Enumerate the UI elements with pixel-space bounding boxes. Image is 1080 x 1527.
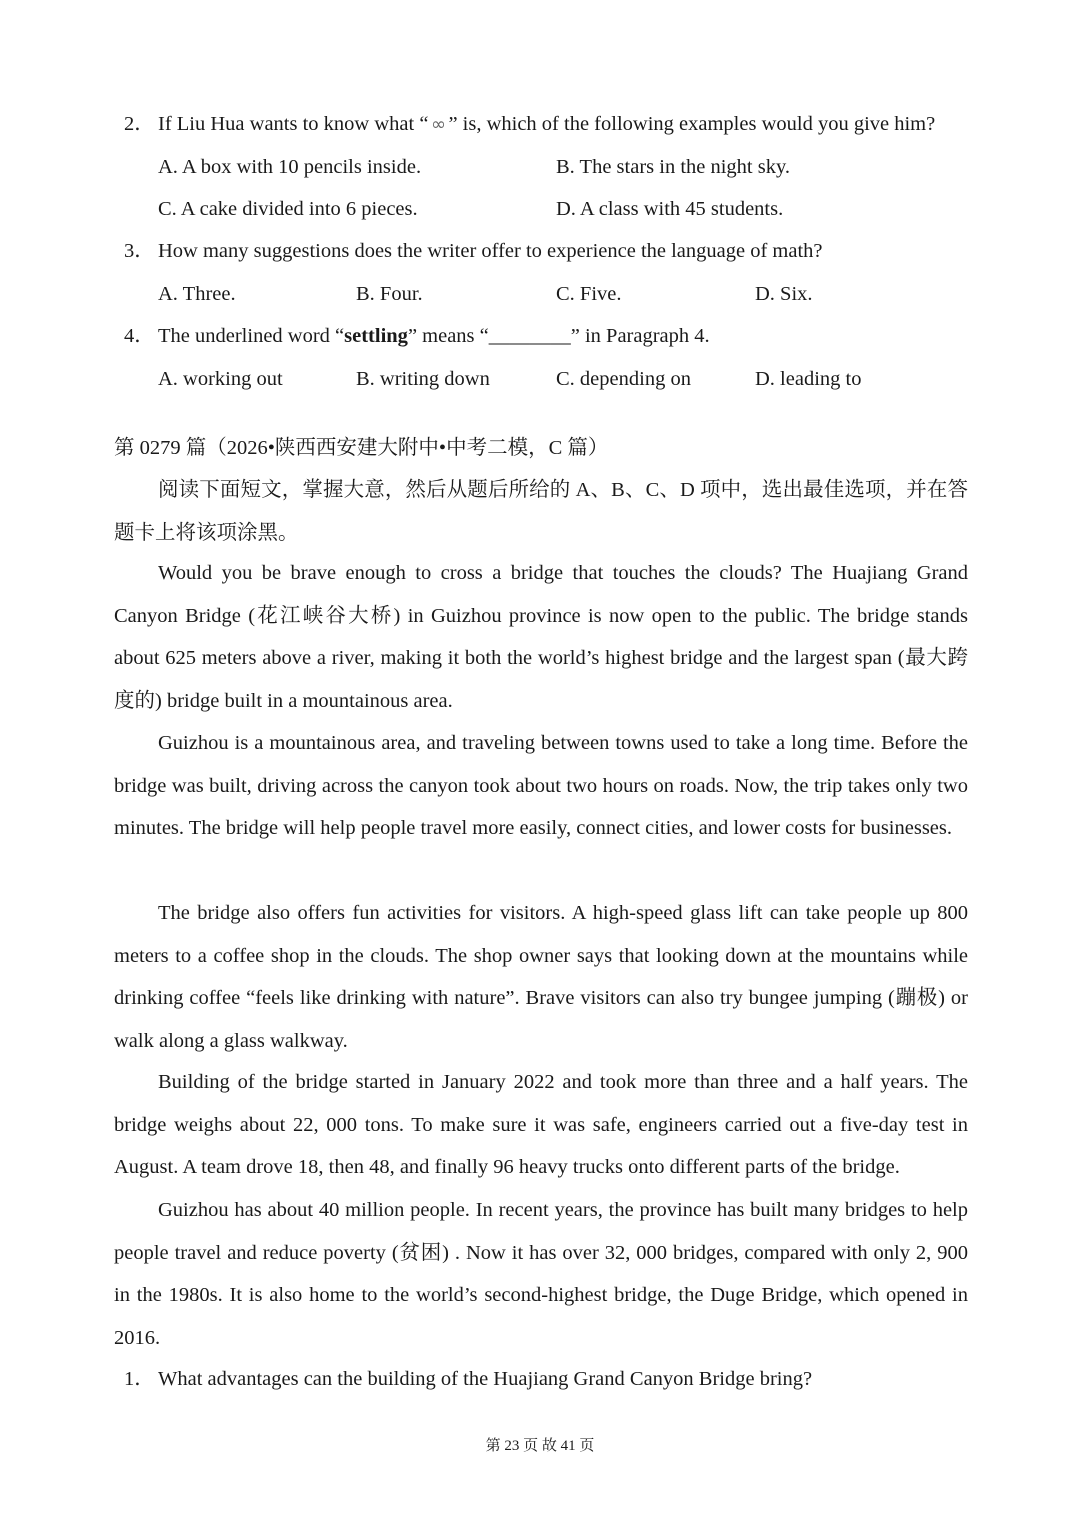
question-4	[124, 322, 710, 350]
option-a: A. Three.	[158, 283, 236, 305]
question-text: How many suggestions does the writer offer to experience the language of math?	[158, 240, 823, 262]
question-text-pre: If Liu Hua wants to know what “	[158, 113, 429, 135]
question-text-post: ” is, which of the following examples would you give him?	[448, 113, 936, 135]
question-number: 3．	[124, 240, 155, 262]
option-d: D. Six.	[755, 283, 813, 305]
question-1	[124, 1365, 812, 1393]
question-number: 4．	[124, 325, 155, 347]
passage-paragraph-5: Guizhou has about 40 million people. In recent years, the province has built many bridges to help people travel and reduce poverty (贫困) . Now it has over 32, 000 bridges, compared with only 2, 900 in the 1980s. It is also home to the world’s second-highest bridge, the Duge Bridge, which opened in 2016.	[114, 1199, 968, 1349]
question-number: 2．	[124, 113, 155, 135]
option-a: A. working out	[158, 368, 283, 390]
option-a: A. A box with 10 pencils inside.	[158, 156, 422, 178]
section-heading: 第 0279 篇（2026•陕西西安建大附中•中考二模，C 篇）	[114, 437, 609, 459]
page-footer: 第 23 页 故 41 页	[485, 1438, 595, 1454]
passage-paragraph-3: The bridge also offers fun activities for visitors. A high-speed glass lift can take people up 800 meters to a coffee shop in the clouds. The shop owner says that looking down at the mountains while drinking coffee “feels like drinking with nature”. Brave visitors can also try bungee jumping (蹦极) or walk along a glass walkway.	[114, 902, 968, 1052]
option-d: D. leading to	[755, 368, 862, 390]
question-text-pre: The underlined word “	[158, 325, 345, 347]
passage-paragraph-1: Would you be brave enough to cross a bridge that touches the clouds? The Huajiang Grand Canyon Bridge (花江峡谷大桥) in Guizhou province is now open to the public. The bridge stands about 625 meters above a river, making it both the world’s highest bridge and the largest span (最大跨度的) bridge built in a mountainous area.	[114, 562, 968, 712]
question-text: What advantages can the building of the Huajiang Grand Canyon Bridge bring?	[158, 1368, 813, 1390]
option-c: C. A cake divided into 6 pieces.	[158, 198, 418, 220]
passage-paragraph-2: Guizhou is a mountainous area, and traveling between towns used to take a long time. Before the bridge was built, driving across the canyon took about two hours on roads. Now, the trip takes only two minutes. The bridge will help people travel more easily, connect cities, and lower costs for businesses.	[114, 732, 968, 839]
option-b: B. writing down	[356, 368, 490, 390]
instruction-text: 阅读下面短文，掌握大意，然后从题后所给的 A、B、C、D 项中，选出最佳选项，并在答题卡上将该项涂黑。	[114, 479, 968, 544]
option-b: B. The stars in the night sky.	[556, 156, 791, 178]
option-c: C. depending on	[556, 368, 691, 390]
passage-paragraph-4: Building of the bridge started in January 2022 and took more than three and a half years. The bridge weighs about 22, 000 tons. To make sure it was safe, engineers carried out a five-day test in August. A team drove 18, then 48, and finally 96 heavy trucks onto different parts of the bridge.	[114, 1071, 968, 1178]
question-3	[124, 237, 823, 265]
question-number: 1．	[124, 1368, 155, 1390]
option-b: B. Four.	[356, 283, 423, 305]
question-2	[124, 110, 935, 139]
infinity-symbol-icon: ∞	[430, 114, 446, 135]
option-d: D. A class with 45 students.	[556, 198, 784, 220]
option-c: C. Five.	[556, 283, 622, 305]
question-text-post: ” means “________” in Paragraph 4.	[407, 325, 710, 347]
underlined-word: settling	[344, 325, 408, 347]
